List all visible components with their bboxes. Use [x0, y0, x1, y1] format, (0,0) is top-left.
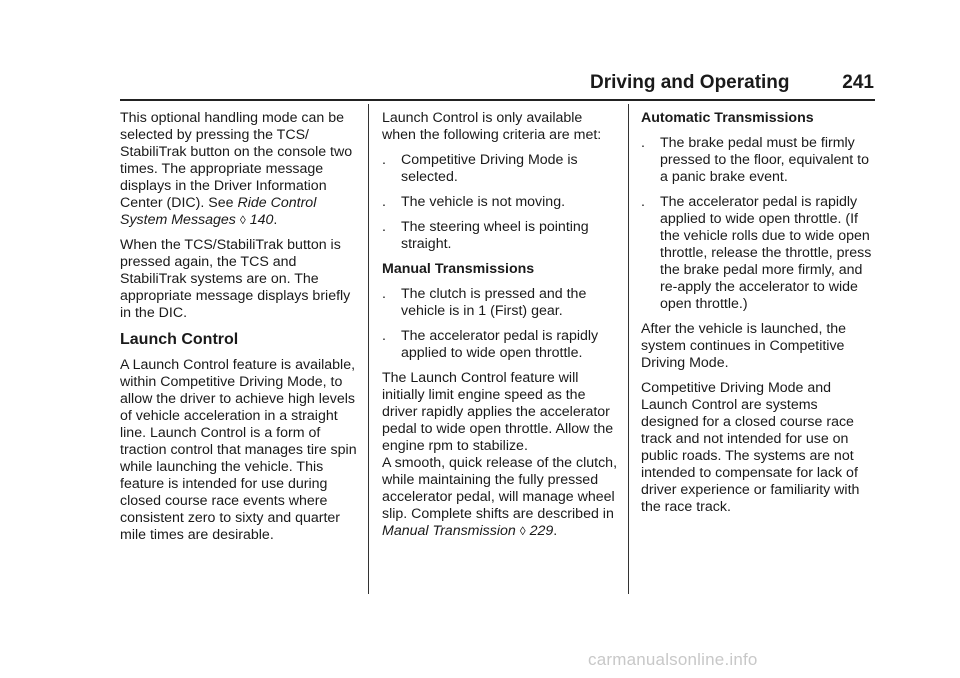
section-heading: Launch Control — [120, 331, 239, 348]
column-2 — [382, 110, 620, 548]
list-item: . The accelerator pedal is rapidly applied to wide open throttle. — [382, 328, 599, 361]
paragraph: When the TCS/StabiliTrak button is pressed again, the TCS and StabiliTrak systems are on. The appropriate message displays briefly in the DIC. — [120, 237, 351, 321]
paragraph: Competitive Driving Mode and Launch Control are systems designed for a closed course race track and not intended for use on public roads. The systems are not intended to compensate for lack of driver experience or familiarity with the race track. — [641, 380, 860, 515]
subheading: Automatic Transmissions — [641, 110, 814, 126]
bullet-icon: . — [641, 194, 645, 210]
list-item: . The vehicle is not moving. — [382, 194, 566, 210]
list-item: . The brake pedal must be firmly pressed to the floor, equivalent to a panic brake event. — [641, 135, 870, 185]
bullet-icon: . — [382, 152, 386, 168]
list-item: . Competitive Driving Mode is selected. — [382, 152, 578, 185]
paragraph: Launch Control is only available when the following criteria are met: — [382, 110, 602, 143]
paragraph: The Launch Control feature will initially limit engine speed as the driver rapidly applies the accelerator pedal to wide open throttle. Allow the engine rpm to stabilize. — [382, 370, 614, 454]
paragraph: After the vehicle is launched, the system continues in Competitive Driving Mode. — [641, 321, 847, 371]
subheading: Manual Transmissions — [382, 261, 535, 277]
bullet-icon: . — [382, 328, 386, 344]
column-3 — [641, 110, 879, 524]
column-1 — [120, 110, 358, 552]
bullet-icon: . — [641, 135, 645, 151]
column-divider-2 — [628, 104, 629, 594]
list-item: . The clutch is pressed and the vehicle is in 1 (First) gear. — [382, 286, 587, 319]
page-header — [590, 70, 874, 98]
cross-reference-link[interactable]: Ride Control System Messages — [120, 195, 317, 228]
page-reference[interactable]: 229 — [529, 523, 554, 539]
page-reference[interactable]: 140 — [249, 212, 274, 228]
header-rule — [120, 99, 875, 101]
paragraph: A smooth, quick release of the clutch, while maintaining the fully pressed accelerator pedal, will manage wheel slip. Complete shifts are described in Manual Transmission ◊ 229. — [382, 455, 618, 539]
paragraph: A Launch Control feature is available, within Competitive Driving Mode, to allow the driver to achieve high levels of vehicle acceleration in a straight line. Launch Control is a form of traction control that manages tire spin while launching the vehicle. This feature is intended for use during closed course race events where consistent zero to sixty and quarter mile times are desirable. — [120, 357, 357, 543]
watermark: carmanualsonline.info — [588, 650, 758, 669]
page-ref-icon: ◊ — [519, 524, 526, 538]
section-title: Driving and Operating — [590, 72, 790, 93]
list-item: . The accelerator pedal is rapidly applied to wide open throttle. (If the vehicle rolls due to wide open throttle, release the throttle, press the brake pedal more firmly, and re-apply the accelerator to wide open throttle.) — [641, 194, 872, 312]
cross-reference-link[interactable]: Manual Transmission — [382, 523, 516, 539]
bullet-icon: . — [382, 286, 386, 302]
page-number: 241 — [842, 72, 874, 93]
page-ref-icon: ◊ — [239, 213, 246, 227]
column-divider-1 — [368, 104, 369, 594]
list-item: . The steering wheel is pointing straight. — [382, 219, 589, 252]
bullet-icon: . — [382, 194, 386, 210]
bullet-icon: . — [382, 219, 386, 235]
paragraph: This optional handling mode can be selected by pressing the TCS/ StabiliTrak button on the console two times. The appropriate message displays in the Driver Information Center (DIC). See Ride Control System Messages ◊ 140. — [120, 110, 353, 228]
